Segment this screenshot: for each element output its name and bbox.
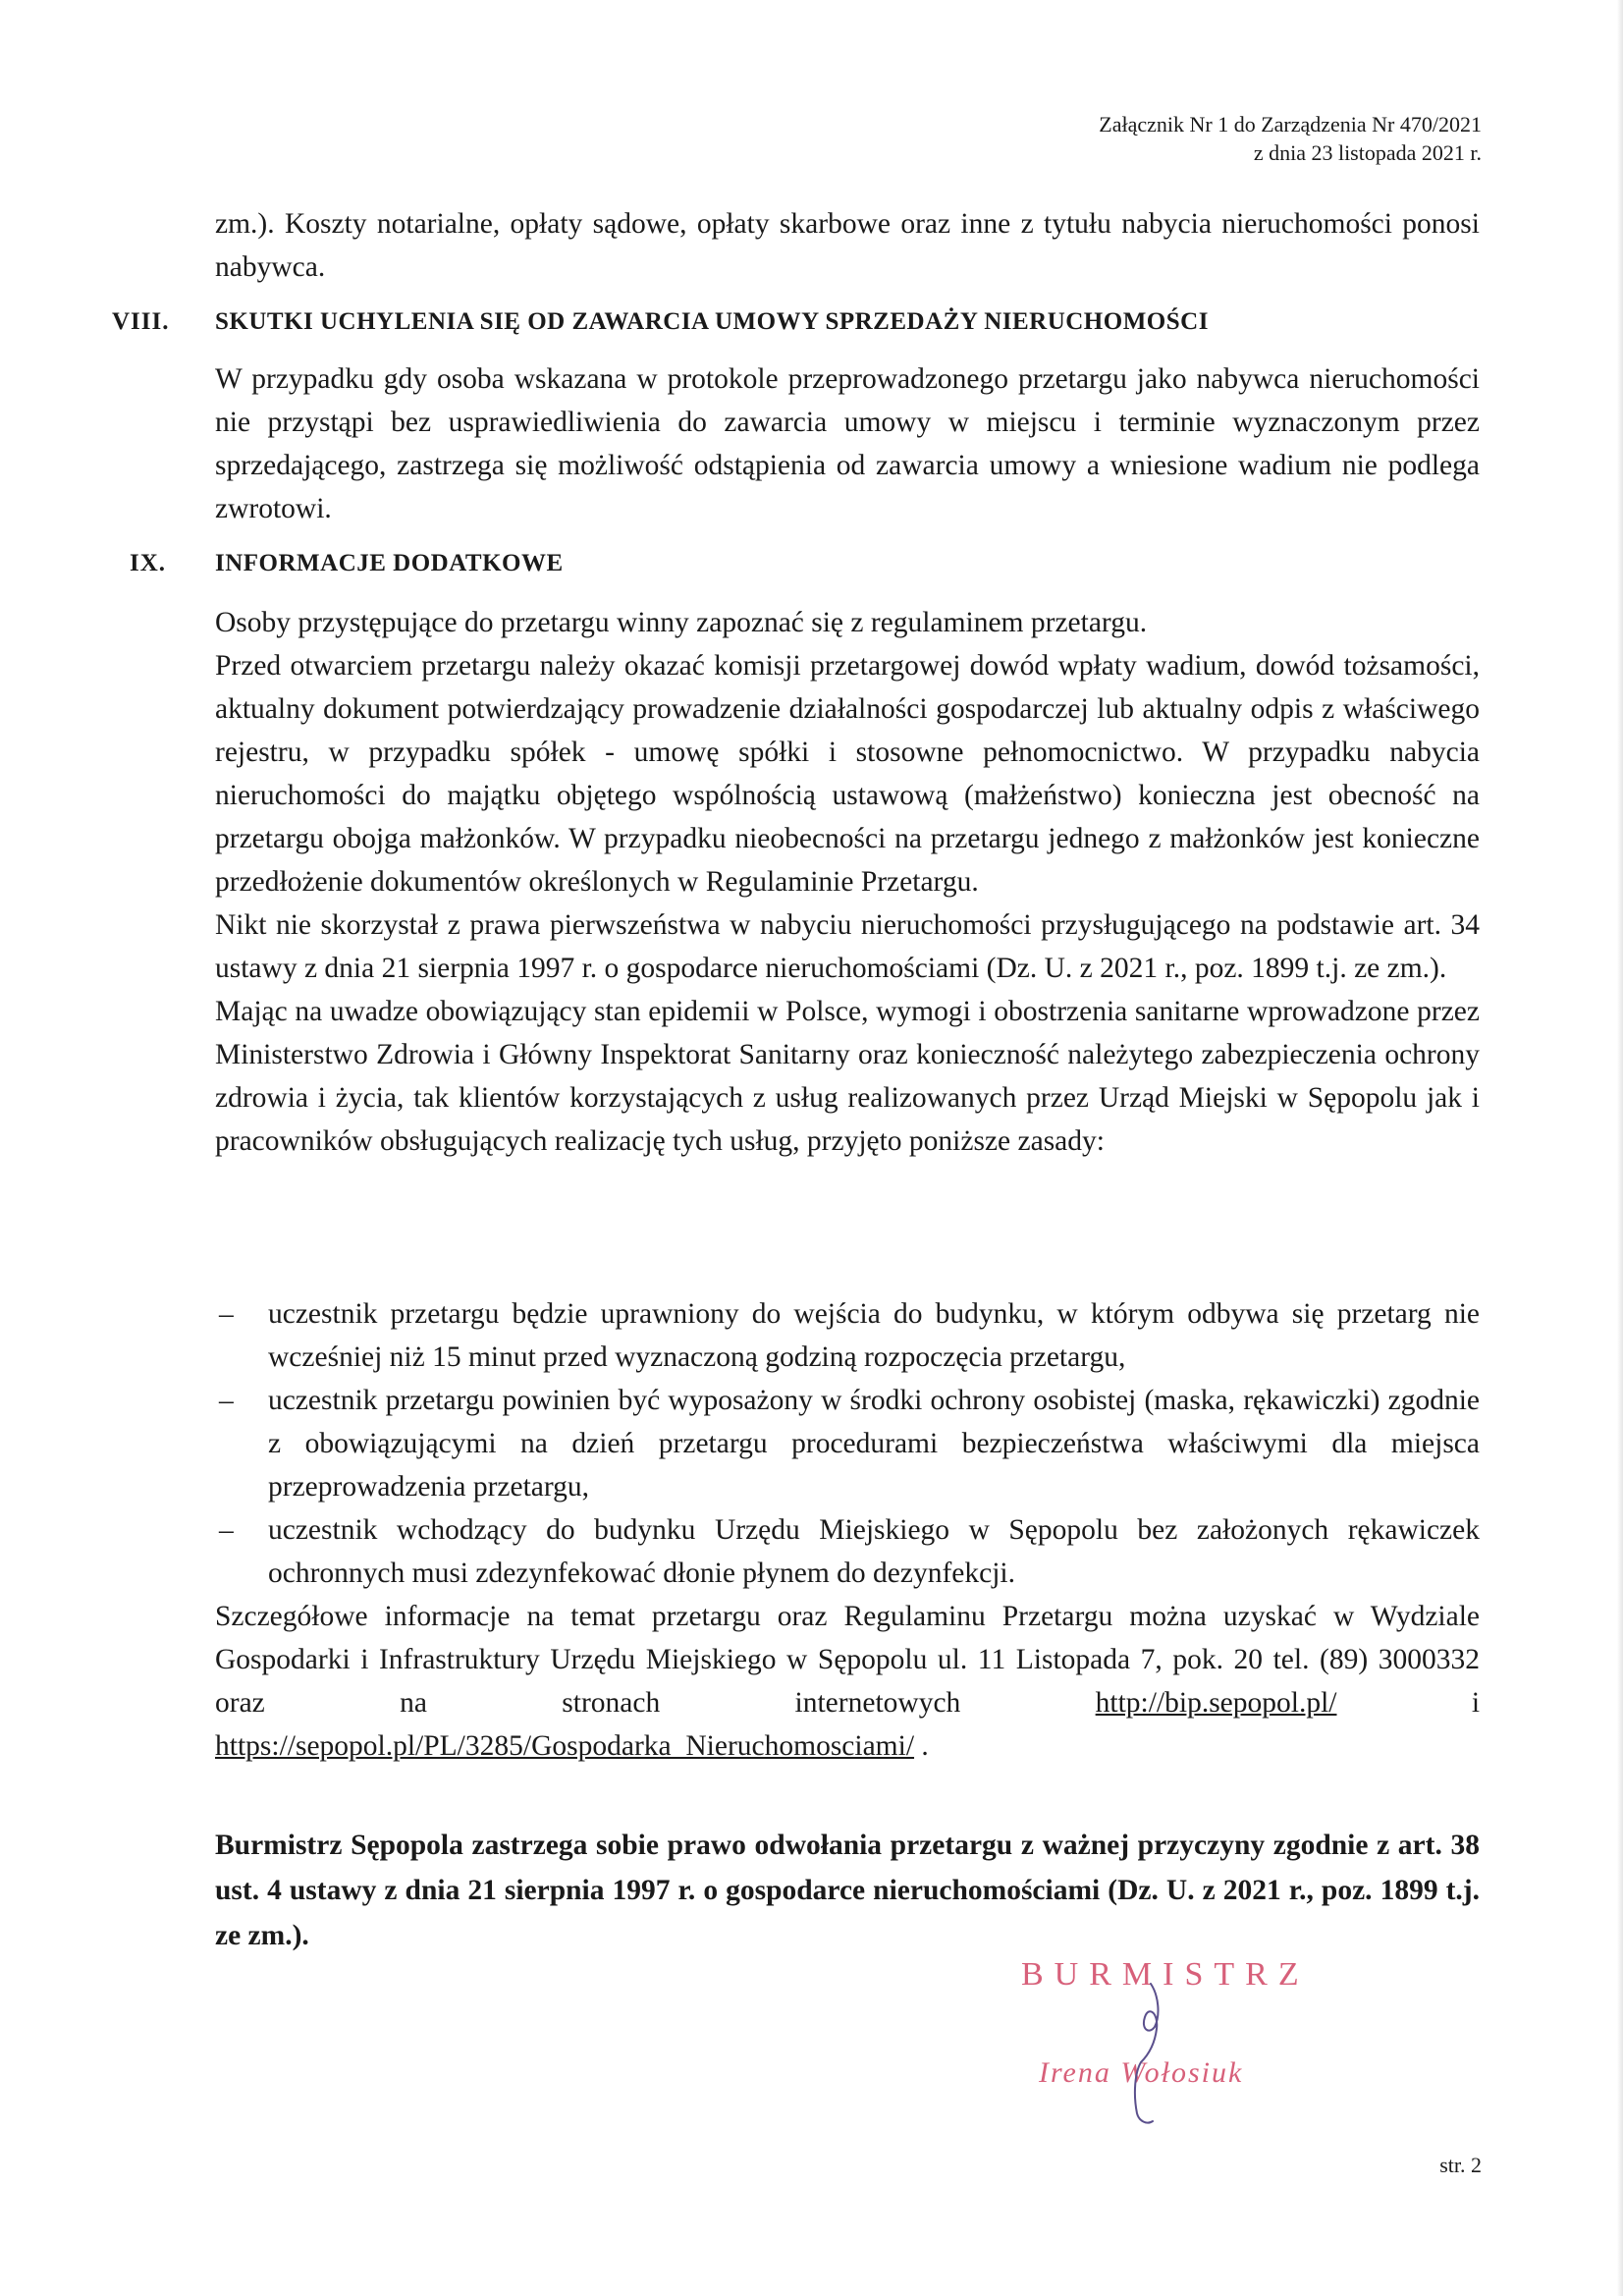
list-item-text: uczestnik przetargu będzie uprawniony do wejścia do budynku, w którym odbywa się przetarg nie wcześniej niż 15 minut przed wyznaczoną godziną rozpoczęcia przetargu, [268, 1298, 1480, 1373]
paragraph-pierwszenstwo: Nikt nie skorzystał z prawa pierwszeństwa w nabyciu nieruchomości przysługującego na podstawie art. 34 ustawy z dnia 21 sierpnia 1997 r. o gospodarce nieruchomościami (Dz. U. z 2021 r., poz. 1899 t.j. ze zm.). [215, 909, 1480, 984]
sanitary-rules-list [215, 1292, 1480, 1595]
bullet-dash: – [219, 1514, 234, 1546]
paragraph-regulamin: Osoby przystępujące do przetargu winny zapoznać się z regulaminem przetargu. [215, 607, 1148, 638]
section-ix-title: INFORMACJE DODATKOWE [215, 550, 564, 576]
list-item [215, 1379, 1480, 1508]
link-connector: i [1471, 1687, 1481, 1719]
list-item-text: uczestnik wchodzący do budynku Urzędu Miejskiego w Sępopolu bez założonych rękawiczek ochronnych musi zdezynfekować dłonie płynem do dezynfekcji. [268, 1514, 1480, 1589]
list-item [215, 1292, 1480, 1379]
contact-end: . [921, 1730, 929, 1762]
gospodarka-link[interactable]: https://sepopol.pl/PL/3285/Gospodarka_Nieruchomosciami/ [215, 1730, 915, 1762]
list-item-text: uczestnik przetargu powinien być wyposażony w środki ochrony osobistej (maska, rękawiczki) zgodnie z obowiązującymi na dzień przetargu procedurami bezpieczeństwa właściwymi dla miejsca przeprowadzenia przetargu, [268, 1385, 1480, 1503]
continuation-paragraph: zm.). Koszty notarialne, opłaty sądowe, opłaty skarbowe oraz inne z tytułu nabycia nieruchomości ponosi nabywca. [215, 208, 1480, 283]
signature-mark [1011, 1956, 1325, 2133]
bullet-dash: – [219, 1298, 234, 1330]
section-ix-body [215, 601, 1480, 1163]
paragraph-contact [215, 1595, 1480, 1768]
header-line-2: z dnia 23 listopada 2021 r. [1253, 140, 1482, 165]
stamp-name: Irena Wołosiuk [1039, 2056, 1244, 2089]
paragraph-epidemia: Mając na uwadze obowiązujący stan epidemii w Polsce, wymogi i obostrzenia sanitarne wprowadzone przez Ministerstwo Zdrowia i Główny Inspektorat Sanitarny oraz konieczność należytego zabezpieczenia ochrony zdrowia i życia, tak klientów korzystających z usług realizowanych przez Urząd Miejski w Sępopolu jak i pracowników obsługujących realizację tych usług, przyjęto poniższe zasady: [215, 996, 1480, 1157]
header-line-1: Załącznik Nr 1 do Zarządzenia Nr 470/2021 [1099, 112, 1482, 137]
mayor-stamp [1011, 1956, 1325, 2133]
section-viii-text: W przypadku gdy osoba wskazana w protokole przeprowadzonego przetargu jako nabywca nieruchomości nie przystąpi bez usprawiedliwienia do zawarcia umowy w miejscu i terminie wyznaczonym przez sprzedającego, zastrzega się możliwość odstąpienia od zawarcia umowy a wniesione wadium nie podlega zwrotowi. [215, 363, 1480, 524]
list-item [215, 1508, 1480, 1595]
section-ix-number: IX. [130, 550, 167, 576]
section-viii-title: SKUTKI UCHYLENIA SIĘ OD ZAWARCIA UMOWY SPRZEDAŻY NIERUCHOMOŚCI [215, 308, 1209, 335]
paragraph-documents: Przed otwarciem przetargu należy okazać komisji przetargowej dowód wpłaty wadium, dowód tożsamości, aktualny dokument potwierdzający prowadzenie działalności gospodarczej lub aktualny odpis z właściwego rejestru, w przypadku spółek - umowę spółki i stosowne pełnomocnictwo. W przypadku nabycia nieruchomości do majątku objętego wspólnością ustawową (małżeństwo) konieczna jest obecność na przetargu obojga małżonków. W przypadku nieobecności na przetargu jednego z małżonków jest konieczne przedłożenie dokumentów określonych w Regulaminie Przetargu. [215, 650, 1480, 898]
contact-text: Szczegółowe informacje na temat przetargu oraz Regulaminu Przetargu można uzyskać w Wydziale Gospodarki i Infrastruktury Urzędu Miejskiego w Sępopolu ul. 11 Listopada 7, pok. 20 tel. (89) 3000332 oraz na stronach internetowych [215, 1601, 1480, 1719]
page-number: str. 2 [1439, 2153, 1482, 2177]
bullet-dash: – [219, 1385, 234, 1416]
bip-link[interactable]: http://bip.sepopol.pl/ [1095, 1687, 1337, 1719]
section-viii-number: VIII. [112, 308, 170, 335]
closing-statement: Burmistrz Sępopola zastrzega sobie prawo odwołania przetargu z ważnej przyczyny zgodnie z art. 38 ust. 4 ustawy z dnia 21 sierpnia 1997 r. o gospodarce nieruchomościami (Dz. U. z 2021 r., poz. 1899 t.j. ze zm.). [215, 1830, 1480, 1951]
scan-edge-shadow [1617, 0, 1623, 2296]
attachment-header [1099, 110, 1482, 167]
stamp-title: BURMISTRZ [1021, 1956, 1310, 1993]
